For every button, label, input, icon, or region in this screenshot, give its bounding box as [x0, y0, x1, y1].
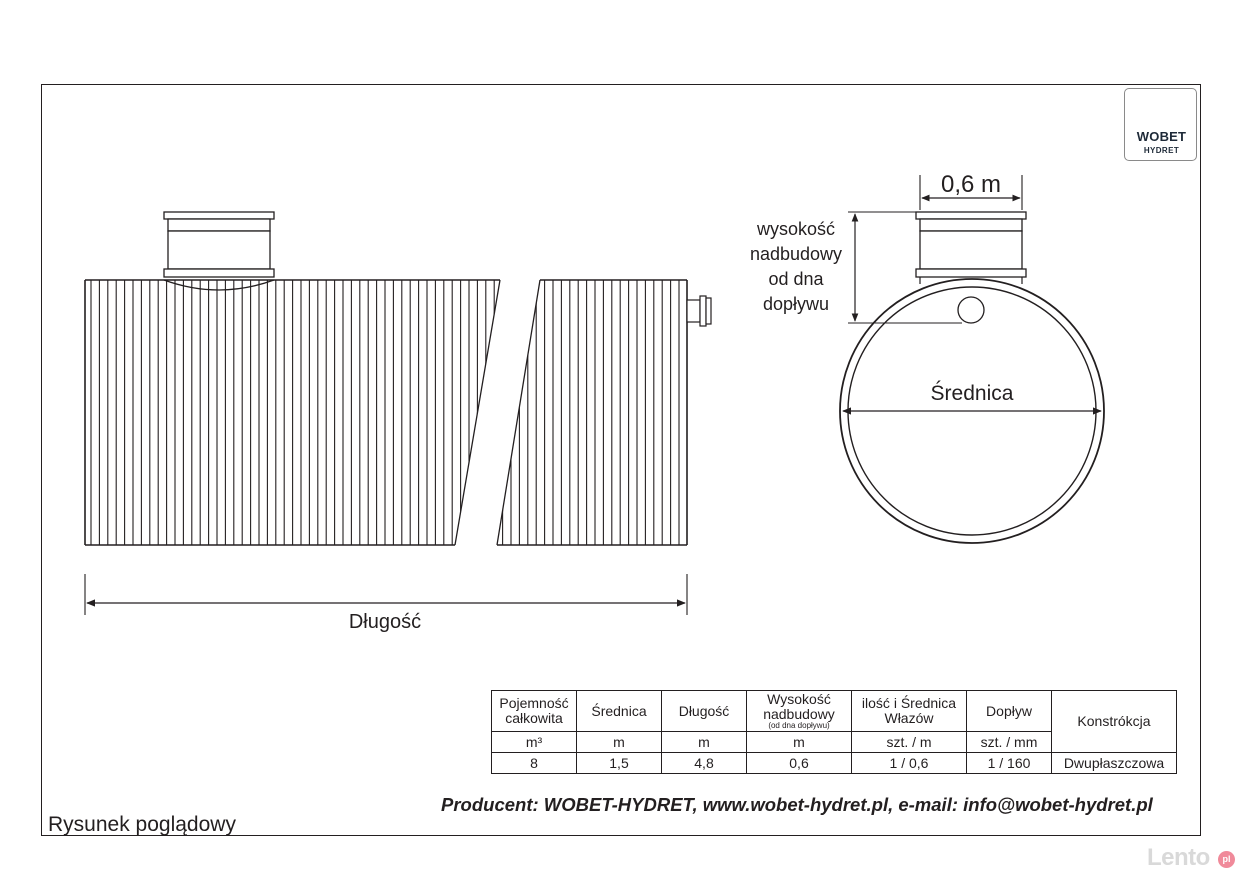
manhole-base-dome — [164, 280, 274, 290]
build-height-label-line: wysokość — [756, 219, 836, 239]
diameter-label: Średnica — [930, 382, 1014, 405]
table-unit-cell: m — [662, 732, 747, 753]
company-logo — [1124, 88, 1197, 161]
build-height-label-line: nadbudowy — [749, 244, 843, 264]
table-cell: Dwupłaszczowa — [1052, 753, 1177, 774]
tank-end-view — [840, 212, 1104, 543]
table-header-cell: ilość i Średnica Włazów — [852, 691, 967, 732]
logo-subname: HYDRET — [1143, 146, 1180, 155]
table-header-cell: Pojemność całkowita — [492, 691, 577, 732]
manhole-riser-end — [916, 212, 1026, 277]
table-unit-cell: m³ — [492, 732, 577, 753]
table-cell: 1 / 0,6 — [852, 753, 967, 774]
build-height-label-line: od dna — [768, 269, 824, 289]
table-unit-cell: m — [577, 732, 662, 753]
table-header-cell: Średnica — [577, 691, 662, 732]
length-label: Długość — [348, 611, 422, 633]
build-height-label-line: dopływu — [762, 294, 830, 314]
table-row — [492, 753, 1177, 774]
table-header-row — [492, 691, 1177, 732]
table-cell: 1 / 160 — [967, 753, 1052, 774]
table-header-cell: Dopływ — [967, 691, 1052, 732]
manhole-riser-side — [164, 212, 274, 277]
inlet-pipe-circle — [958, 297, 984, 323]
table-header-cell: Wysokość nadbudowy (od dna dopływu) — [747, 691, 852, 732]
table-unit-cell: m — [747, 732, 852, 753]
table-unit-cell: szt. / m — [852, 732, 967, 753]
inlet-pipe-side — [687, 296, 711, 326]
length-dimension — [85, 574, 687, 615]
drawing-caption: Rysunek poglądowy — [48, 813, 236, 836]
build-height-label — [728, 217, 864, 317]
watermark-text: Lento — [1147, 844, 1210, 871]
table-cell: 4,8 — [662, 753, 747, 774]
table-header-cell: Długość — [662, 691, 747, 732]
table-cell: 8 — [492, 753, 577, 774]
manhole-width-label: 0,6 m — [940, 171, 1002, 198]
table-cell: 1,5 — [577, 753, 662, 774]
tank-side-view — [85, 212, 711, 545]
producer-line: Producent: WOBET-HYDRET, www.wobet-hydret.pl, e-mail: info@wobet-hydret.pl — [441, 794, 1153, 815]
table-header-cell: Konstrókcja — [1052, 691, 1177, 753]
tank-corrugation-ribs — [91, 280, 679, 545]
spec-table — [491, 690, 1177, 774]
watermark-badge: pl — [1218, 851, 1235, 868]
table-unit-cell: szt. / mm — [967, 732, 1052, 753]
table-cell: 0,6 — [747, 753, 852, 774]
logo-name: WOBET — [1136, 129, 1187, 144]
